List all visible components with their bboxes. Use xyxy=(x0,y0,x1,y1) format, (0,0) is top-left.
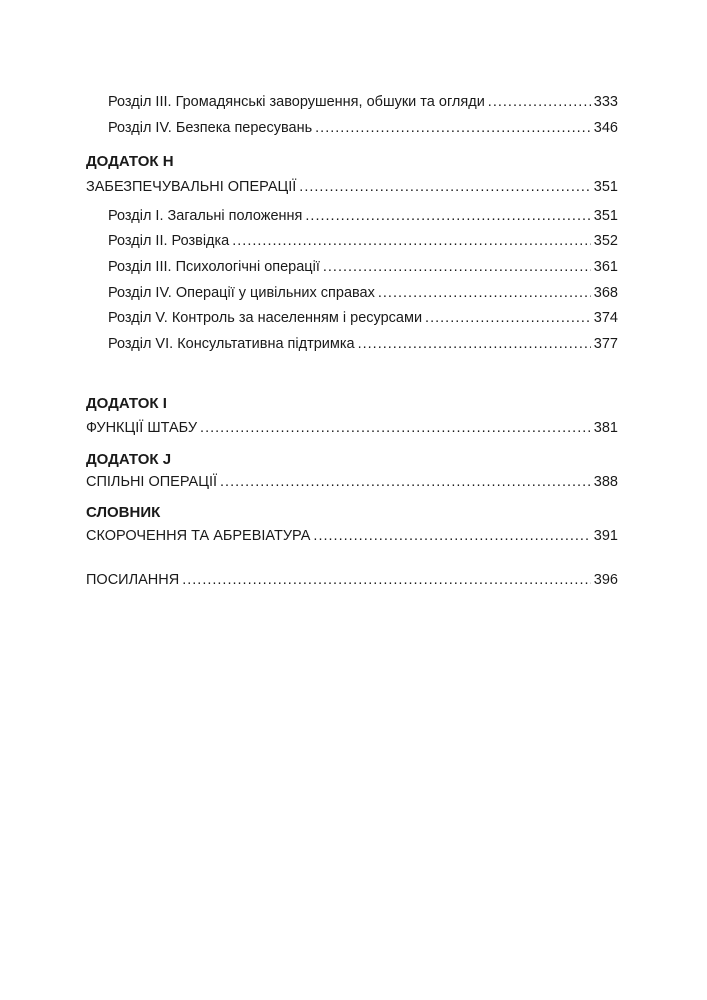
toc-entry-label: Розділ ІІ. Розвідка xyxy=(108,233,230,249)
dot-leader xyxy=(358,334,591,354)
heading-glossary: СЛОВНИК xyxy=(86,504,161,521)
toc-entry-civil-disturbances xyxy=(108,92,618,112)
toc-entry-page: 391 xyxy=(593,528,618,544)
toc-entry-label: Розділ ІІІ. Психологічні операції xyxy=(108,259,320,275)
toc-entry-joint-operations xyxy=(86,472,618,492)
toc-entry-page: 368 xyxy=(593,285,618,301)
toc-entry-general-provisions xyxy=(108,206,618,226)
toc-entry-label: Розділ IV. Безпека пересувань xyxy=(108,120,313,136)
toc-entry-references xyxy=(86,570,618,590)
dot-leader xyxy=(425,308,591,328)
dot-leader xyxy=(182,570,591,590)
toc-entry-label: ФУНКЦІЇ ШТАБУ xyxy=(86,420,198,436)
toc-entry-page: 388 xyxy=(593,474,618,490)
toc-entry-label: СПІЛЬНІ ОПЕРАЦІЇ xyxy=(86,474,218,490)
toc-entry-psychological-operations xyxy=(108,257,618,277)
dot-leader xyxy=(305,206,590,226)
dot-leader xyxy=(313,526,590,546)
toc-entry-label: Розділ ІІІ. Громадянські заворушення, обшуки та огляди xyxy=(108,94,485,110)
toc-entry-label: Розділ V. Контроль за населенням і ресурсами xyxy=(108,310,423,326)
toc-entry-page: 381 xyxy=(593,420,618,436)
toc-entry-page: 377 xyxy=(593,336,618,352)
toc-entry-support-operations xyxy=(86,177,618,197)
toc-entry-label: Розділ IV. Операції у цивільних справах xyxy=(108,285,375,301)
dot-leader xyxy=(315,118,591,138)
heading-appendix-i: ДОДАТОК І xyxy=(86,395,167,412)
toc-entry-label: Розділ VI. Консультативна підтримка xyxy=(108,336,355,352)
dot-leader xyxy=(323,257,591,277)
dot-leader xyxy=(200,418,591,438)
dot-leader xyxy=(220,472,591,492)
toc-entry-page: 351 xyxy=(593,179,618,195)
toc-entry-movement-security xyxy=(108,118,618,138)
dot-leader xyxy=(232,231,591,251)
toc-entry-advisory-support xyxy=(108,334,618,354)
heading-appendix-h: ДОДАТОК Н xyxy=(86,153,174,170)
dot-leader xyxy=(299,177,591,197)
toc-entry-label: ПОСИЛАННЯ xyxy=(86,572,180,588)
toc-entry-abbreviations xyxy=(86,526,618,546)
toc-entry-intelligence xyxy=(108,231,618,251)
toc-entry-label: ЗАБЕЗПЕЧУВАЛЬНІ ОПЕРАЦІЇ xyxy=(86,179,297,195)
toc-entry-page: 361 xyxy=(593,259,618,275)
toc-entry-page: 396 xyxy=(593,572,618,588)
dot-leader xyxy=(488,92,591,112)
toc-entry-staff-functions xyxy=(86,418,618,438)
toc-entry-page: 374 xyxy=(593,310,618,326)
toc-entry-civil-affairs xyxy=(108,283,618,303)
toc-entry-page: 351 xyxy=(593,208,618,224)
dot-leader xyxy=(378,283,591,303)
heading-appendix-j: ДОДАТОК J xyxy=(86,451,172,468)
toc-entry-population-control xyxy=(108,308,618,328)
toc-entry-label: СКОРОЧЕННЯ ТА АБРЕВІАТУРА xyxy=(86,528,311,544)
toc-entry-page: 346 xyxy=(593,120,618,136)
toc-entry-page: 352 xyxy=(593,233,618,249)
toc-entry-page: 333 xyxy=(593,94,618,110)
toc-entry-label: Розділ І. Загальні положення xyxy=(108,208,303,224)
